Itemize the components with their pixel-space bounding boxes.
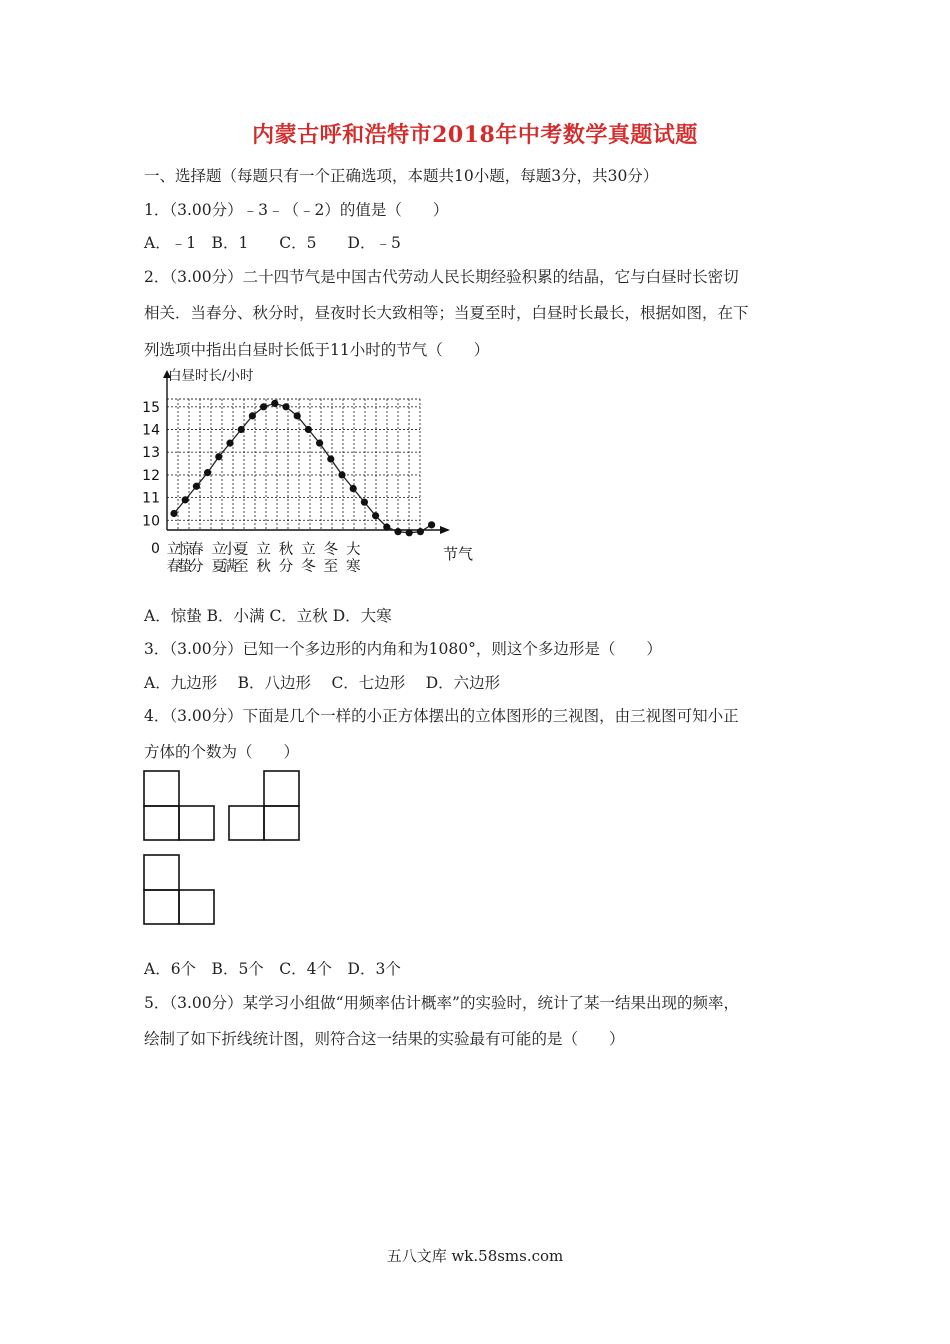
page-title: 内蒙古呼和浩特市2018年中考数学真题试题 [252, 122, 698, 148]
question-2-line-1: 2．（3.00分）二十四节气是中国古代劳动人民长期经验积累的结晶，它与白昼时长密切 [144, 268, 739, 286]
side-view-top-square [264, 771, 299, 806]
data-point [361, 499, 368, 506]
x-tick-label: 夏 [211, 559, 227, 575]
y-tick-label: 15 [142, 399, 160, 416]
day-length-chart [140, 362, 490, 580]
data-point [417, 528, 424, 535]
front-view-top-square [144, 771, 179, 806]
question-4-options: A．6个 B．5个 C．4个 D．3个 [144, 960, 401, 978]
side-view-bottom-left-square [229, 806, 264, 840]
x-axis-arrow [440, 526, 450, 534]
question-2-line-2: 相关．当春分、秋分时，昼夜时长大致相等；当夏至时，白昼时长最长，根据如图，在下 [144, 304, 749, 322]
front-view-bottom-right-square [179, 806, 214, 840]
x-tick-label: 立 [301, 542, 316, 558]
data-point [406, 529, 413, 536]
data-point [350, 485, 357, 492]
data-point [338, 471, 345, 478]
top-view-bottom-right-square [179, 890, 214, 924]
data-point [383, 524, 390, 531]
x-tick-label: 至 [233, 559, 249, 575]
x-tick-label: 冬 [323, 542, 339, 558]
data-point [215, 453, 222, 460]
data-point [249, 412, 256, 419]
x-tick-label: 满 [222, 559, 238, 575]
question-4-line-2: 方体的个数为（ ） [144, 743, 300, 761]
y-tick-label: 10 [142, 513, 160, 530]
data-point [204, 469, 211, 476]
footer-watermark: 五八文库 wk.58sms.com [386, 1247, 564, 1265]
x-tick-label: 夏 [233, 542, 249, 558]
question-5-line-2: 绘制了如下折线统计图，则符合这一结果的实验最有可能的是（ ） [144, 1030, 625, 1048]
data-point [182, 496, 189, 503]
x-tick-label: 小 [222, 542, 238, 558]
chart-series [170, 400, 435, 537]
side-view-bottom-right-square [264, 806, 299, 840]
x-tick-label: 寒 [345, 559, 361, 575]
question-1-options: A．﹣1 B．1 C．5 D．﹣5 [144, 234, 401, 252]
top-view [144, 855, 214, 924]
y-tick-label: 14 [142, 422, 160, 439]
x-tick-label: 分 [278, 559, 294, 575]
data-point [170, 510, 177, 517]
x-tick-label: 分 [189, 559, 204, 575]
data-point [372, 512, 379, 519]
x-tick-label: 春 [189, 542, 204, 558]
front-view [144, 771, 214, 840]
top-view-bottom-left-square [144, 890, 179, 924]
question-1-stem: 1．（3.00分）﹣3﹣（﹣2）的值是（ ） [144, 201, 449, 219]
data-point [305, 426, 312, 433]
section-heading: 一、选择题（每题只有一个正确选项，本题共10小题，每题3分，共30分） [144, 167, 659, 185]
x-tick-label: 秋 [256, 559, 271, 575]
x-tick-label: 秋 [278, 542, 294, 558]
y-tick-label: 11 [142, 490, 160, 507]
question-5-line-1: 5．（3.00分）某学习小组做“用频率估计概率”的实验时，统计了某一结果出现的频率， [144, 994, 739, 1012]
question-2-line-3: 列选项中指出白昼时长低于11小时的节气（ ） [144, 341, 490, 359]
y-axis-label: 白昼时长/小时 [168, 368, 254, 384]
chart-axes [163, 370, 450, 534]
top-view-top-square [144, 855, 179, 890]
chart-grid [167, 399, 420, 530]
three-views-figure [140, 766, 310, 930]
data-point [193, 483, 200, 490]
origin-label: 0 [151, 541, 160, 557]
data-point [327, 455, 334, 462]
y-tick-label: 13 [142, 445, 160, 462]
series-line [174, 403, 432, 532]
data-point [316, 440, 323, 447]
data-point [226, 440, 233, 447]
x-tick-label: 至 [323, 559, 339, 575]
x-tick-label: 冬 [301, 559, 316, 575]
question-3-options: A．九边形 B．八边形 C．七边形 D．六边形 [144, 674, 501, 692]
x-axis-label: 节气 [443, 545, 474, 563]
data-point [238, 426, 245, 433]
data-point [271, 400, 278, 407]
side-view [229, 771, 299, 840]
question-3-stem: 3．（3.00分）已知一个多边形的内角和为1080°，则这个多边形是（ ） [144, 640, 662, 658]
front-view-bottom-left-square [144, 806, 179, 840]
x-tick-label: 立 [166, 542, 182, 558]
data-point [260, 403, 267, 410]
x-tick-label: 立 [211, 542, 227, 558]
x-tick-label: 惊 [177, 542, 193, 558]
question-4-line-1: 4．（3.00分）下面是几个一样的小正方体摆出的立体图形的三视图，由三视图可知小正 [144, 707, 739, 725]
data-point [282, 403, 289, 410]
x-tick-label: 春 [166, 559, 182, 575]
data-point [394, 528, 401, 535]
y-tick-label: 12 [142, 467, 160, 484]
data-point [428, 521, 435, 528]
question-2-options: A．惊蛰 B．小满 C．立秋 D．大寒 [144, 607, 392, 625]
x-tick-label: 蛰 [177, 559, 193, 575]
x-tick-label: 立 [256, 542, 271, 558]
data-point [294, 412, 301, 419]
x-tick-label: 大 [345, 542, 361, 558]
